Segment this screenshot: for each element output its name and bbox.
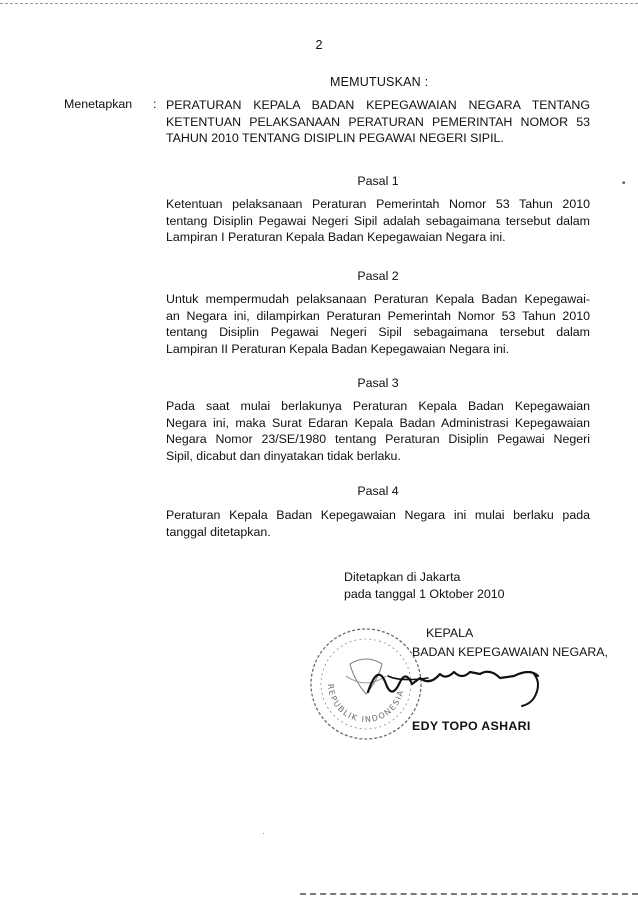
handwritten-signature-icon [358, 662, 548, 712]
pasal-1-text [166, 196, 590, 246]
pasal-3-text [166, 398, 590, 464]
signature-date: pada tanggal 1 Oktober 2010 [344, 587, 505, 601]
seal-text: REPUBLIK INDONESIA [325, 683, 406, 725]
pasal-1-heading: Pasal 1 [357, 174, 399, 188]
regulation-title [166, 97, 590, 147]
menetapkan-label: Menetapkan [64, 97, 133, 111]
pasal-3-line: Pada saat mulai berlakunya Peraturan Kepala Badan Kepegawaian [166, 399, 590, 413]
pasal-4-text [166, 507, 590, 540]
pasal-2-line: tentang Disiplin Pegawai Negeri Sipil sebagaimana tersebut dalam [166, 325, 590, 339]
pasal-1-line: tentang Disiplin Pegawai Negeri Sipil adalah sebagaimana tersebut dalam [166, 213, 590, 228]
pasal-2-line: an Negara ini, dilampirkan Peraturan Pemerintah Nomor 53 Tahun 2010 [166, 308, 590, 323]
label-colon: : [153, 97, 157, 111]
decision-title: MEMUTUSKAN : [330, 75, 429, 89]
pasal-4-heading: Pasal 4 [357, 484, 399, 498]
pasal-2-heading: Pasal 2 [357, 269, 399, 283]
pasal-2-line: Untuk mempermudah pelaksanaan Peraturan Kepala Badan Kepegawai- [166, 292, 590, 306]
signature-place: Ditetapkan di Jakarta [344, 570, 461, 584]
signatory-name: EDY TOPO ASHARI [412, 719, 531, 733]
signature-place-date [344, 569, 505, 603]
pasal-3-line: Negara Nomor 23/SE/1980 tentang Peraturan Disiplin Pegawai Negeri [166, 432, 590, 446]
scan-edge-top [0, 3, 638, 4]
pasal-4-line: Peraturan Kepala Badan Kepegawaian Negara ini mulai berlaku pada [166, 508, 590, 522]
scan-edge-bottom [300, 893, 638, 895]
title-line-1: PERATURAN KEPALA BADAN KEPEGAWAIAN NEGARA TENTANG [166, 98, 590, 112]
pasal-1-line: Ketentuan pelaksanaan Peraturan Pemerintah Nomor 53 Tahun 2010 [166, 197, 590, 211]
pasal-1-line: Lampiran I Peraturan Kepala Badan Kepegawaian Negara ini. [166, 230, 506, 244]
pasal-4-line: tanggal ditetapkan. [166, 524, 271, 539]
pasal-3-line: Negara ini, maka Surat Edaran Kepala Badan Administrasi Kepegawaian [166, 415, 590, 430]
scan-speck: • [622, 178, 626, 189]
page-number: 2 [315, 38, 323, 52]
pasal-2-text [166, 291, 590, 357]
signatory-title: KEPALA [426, 626, 474, 640]
title-line-3: TAHUN 2010 TENTANG DISIPLIN PEGAWAI NEGERI SIPIL. [166, 131, 504, 145]
pasal-3-heading: Pasal 3 [357, 376, 399, 390]
pasal-2-line: Lampiran II Peraturan Kepala Badan Kepegawaian Negara ini. [166, 341, 510, 356]
signatory-organization: BADAN KEPEGAWAIAN NEGARA, [412, 645, 608, 659]
pasal-3-line: Sipil, dicabut dan dinyatakan tidak berlaku. [166, 448, 401, 463]
title-line-2: KETENTUAN PELAKSANAAN PERATURAN PEMERINTAH NOMOR 53 [166, 114, 590, 129]
scan-speck: · [262, 828, 265, 838]
